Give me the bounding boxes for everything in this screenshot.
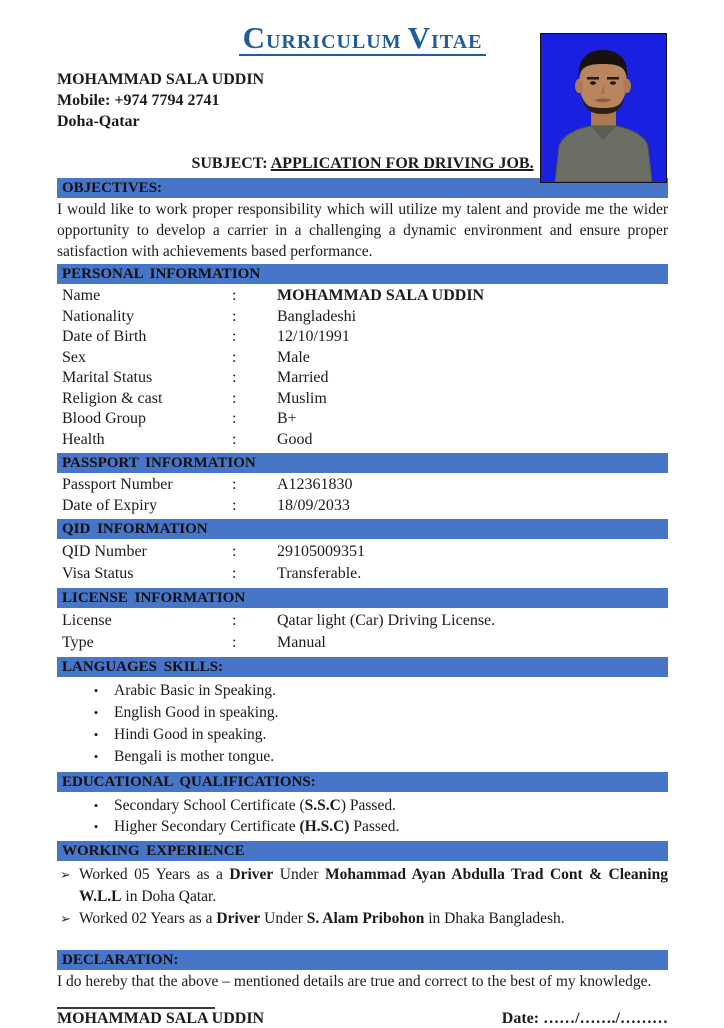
contact-mobile: Mobile: +974 7794 2741 <box>57 92 220 109</box>
experience-item-doha: ➢ Worked 05 Years as a Driver Under Mohammad Ayan Abdulla Trad Cont & Cleaning W.L.L in Doha Qatar. <box>57 864 668 908</box>
contact-name: MOHAMMAD SALA UDDIN <box>57 71 265 88</box>
subject-text: APPLICATION FOR DRIVING JOB. <box>270 155 534 172</box>
list-item-arabic: • Arabic Basic in Speaking. <box>57 680 668 702</box>
list-item-hindi: • Hindi Good in speaking. <box>57 724 668 746</box>
document-title <box>239 22 487 56</box>
footer <box>57 1007 668 1028</box>
info-row-passport-number: Passport Number : A12361830 <box>62 476 353 493</box>
section-header-educational-qualifications: EDUCATIONAL QUALIFICATIONS: <box>57 772 668 792</box>
signature-block <box>57 1007 264 1028</box>
section-header-license-information: LICENSE INFORMATION <box>57 588 668 608</box>
info-row-blood-group: Blood Group : B+ <box>62 410 297 427</box>
objectives-text: I would like to work proper responsibility which will utilize my talent and provide me the wider opportunity to develop a carrier in a challenging a dynamic environment and ensure proper satisfaction with achievements based performance. <box>57 201 668 260</box>
section-header-personal-information: PERSONAL INFORMATION <box>57 264 668 284</box>
bullet-icon: • <box>93 727 99 742</box>
section-header-working-experience: WORKING EXPERIENCE <box>57 841 668 861</box>
applicant-photo-image <box>541 34 666 182</box>
info-row-date-of-birth: Date of Birth : 12/10/1991 <box>62 328 350 345</box>
declaration-text: I do hereby that the above – mentioned details are true and correct to the best of my knowledge. <box>57 973 652 990</box>
title-word1-rest: URRICULUM <box>265 31 402 53</box>
info-row-religion: Religion & cast : Muslim <box>62 389 327 407</box>
title-word2-rest: ITAE <box>431 31 483 53</box>
list-item-bengali: • Bengali is mother tongue. <box>57 746 668 768</box>
info-row-marital-status: Marital Status : Married <box>62 369 329 386</box>
section-header-qid-information: QID INFORMATION <box>57 519 668 539</box>
qid-information-rows <box>57 539 668 588</box>
personal-information-rows <box>57 284 668 453</box>
info-row-visa-status: Visa Status : Transferable. <box>62 565 362 582</box>
bullet-icon: • <box>93 683 99 698</box>
experience-item-dhaka: ➢ Worked 02 Years as a Driver Under S. Alam Pribohon in Dhaka Bangladesh. <box>57 908 668 930</box>
section-header-languages-skills: LANGUAGES SKILLS: <box>57 657 668 677</box>
info-row-nationality: Nationality : Bangladeshi <box>62 307 357 325</box>
license-information-rows <box>57 608 668 657</box>
list-item-hsc: • Higher Secondary Certificate (H.S.C) Passed. <box>57 816 668 837</box>
subject-label: SUBJECT: <box>191 155 268 172</box>
info-row-sex: Sex : Male <box>62 348 310 366</box>
title-initial-c: C <box>242 20 266 55</box>
passport-information-rows <box>57 473 668 519</box>
applicant-photo <box>540 33 667 183</box>
list-item-ssc: • Secondary School Certificate (S.S.C) Passed. <box>57 795 668 816</box>
spacer <box>57 934 668 950</box>
date-field: Date: ……/……./……… <box>501 1010 668 1027</box>
bullet-icon: • <box>93 819 99 834</box>
arrow-bullet-icon: ➢ <box>60 867 71 882</box>
list-item-english: • English Good in speaking. <box>57 702 668 724</box>
bullet-icon: • <box>93 749 99 764</box>
info-row-license-type: Type : Manual <box>62 634 326 651</box>
section-header-objectives: OBJECTIVES: <box>57 178 668 198</box>
info-row-name: Name : MOHAMMAD SALA UDDIN <box>62 287 485 304</box>
contact-location: Doha-Qatar <box>57 113 140 130</box>
signature-name: MOHAMMAD SALA UDDIN <box>57 1010 265 1027</box>
signature-line <box>57 1007 215 1009</box>
arrow-bullet-icon: ➢ <box>60 911 71 926</box>
section-header-passport-information: PASSPORT INFORMATION <box>57 453 668 473</box>
info-row-qid-number: QID Number : 29105009351 <box>62 543 365 560</box>
section-header-declaration: DECLARATION: <box>57 950 668 970</box>
bullet-icon: • <box>93 798 99 813</box>
languages-list <box>57 677 668 772</box>
info-row-license: License : Qatar light (Car) Driving License. <box>62 612 496 629</box>
info-row-date-of-expiry: Date of Expiry : 18/09/2033 <box>62 496 350 514</box>
education-list <box>57 792 668 841</box>
info-row-health: Health : Good <box>62 430 313 448</box>
bullet-icon: • <box>93 705 99 720</box>
experience-list <box>57 861 668 934</box>
title-initial-v: V <box>407 20 432 55</box>
